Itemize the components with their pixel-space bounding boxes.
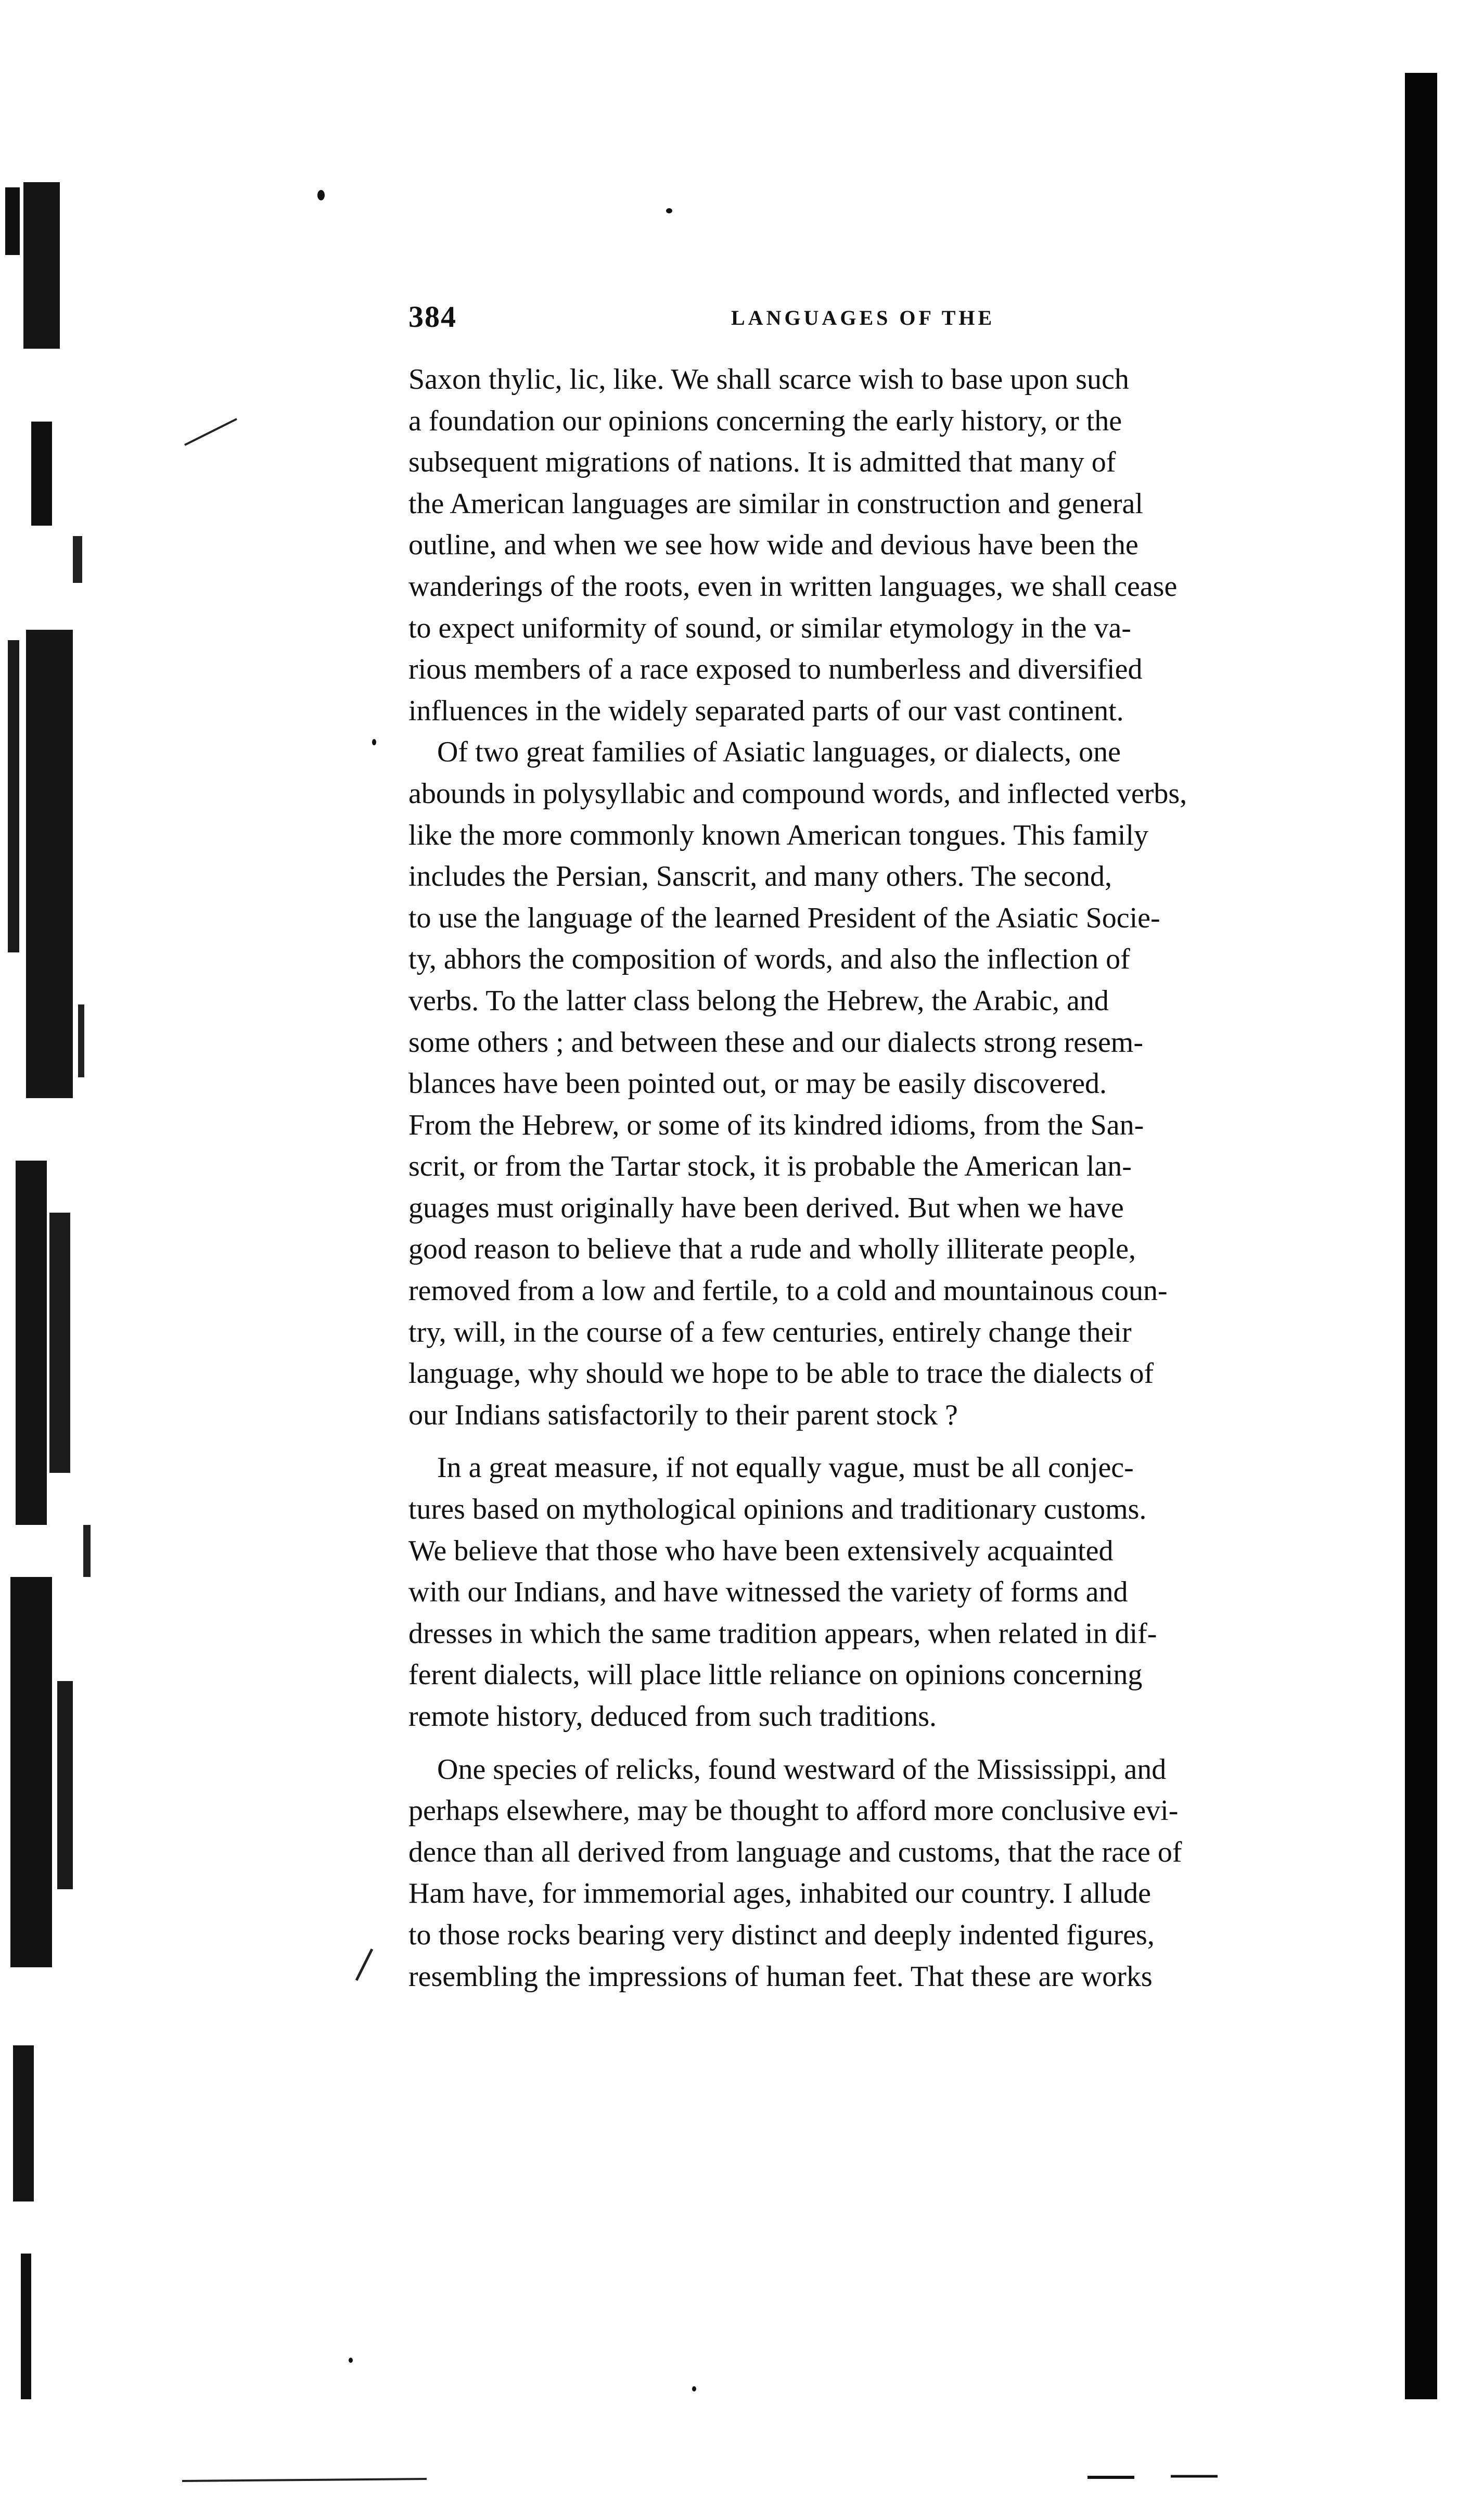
text-line: wanderings of the roots, even in written languages, we shall cease: [408, 570, 1178, 603]
ink-speck: [349, 2358, 353, 2363]
paragraph-3: [408, 1447, 1324, 1737]
body-text: [408, 359, 1324, 1997]
ink-speck: [666, 208, 672, 213]
text-line: Saxon thylic, lic, like. We shall scarce wish to base upon such: [408, 363, 1129, 396]
text-line: In a great measure, if not equally vague, must be all conjec-: [437, 1452, 1134, 1484]
text-line: From the Hebrew, or some of its kindred idioms, from the San-: [408, 1109, 1144, 1141]
text-line: perhaps elsewhere, may be thought to afford more conclusive evi-: [408, 1795, 1179, 1827]
text-line: language, why should we hope to be able to trace the dialects of: [408, 1357, 1154, 1390]
text-line: with our Indians, and have witnessed the variety of forms and: [408, 1576, 1128, 1609]
text-line: our Indians satisfactorily to their parent stock ?: [408, 1398, 958, 1431]
scan-noise-left: [0, 172, 104, 2410]
ink-speck: [692, 2386, 696, 2391]
text-line: scrit, or from the Tartar stock, it is probable the American lan-: [408, 1150, 1132, 1183]
page-number: 384: [408, 300, 457, 334]
ink-speck: [317, 190, 325, 200]
text-line: includes the Persian, Sanscrit, and many others. The second,: [408, 860, 1112, 893]
text-line: try, will, in the course of a few centuries, entirely change their: [408, 1316, 1132, 1348]
scan-edge-right: [1405, 73, 1437, 2399]
scan-scrawl-bottom-right: [1088, 2467, 1223, 2483]
text-line: dresses in which the same tradition appears, when related in dif-: [408, 1617, 1157, 1650]
text-line: ferent dialects, will place little reliance on opinions concerning: [408, 1659, 1143, 1691]
text-line: Of two great families of Asiatic languages, or dialects, one: [437, 736, 1121, 769]
text-line: abounds in polysyllabic and compound words, and inflected verbs,: [408, 777, 1187, 810]
text-line: to expect uniformity of sound, or similar etymology in the va-: [408, 612, 1131, 644]
text-line: outline, and when we see how wide and devious have been the: [408, 529, 1138, 562]
text-line: the American languages are similar in construction and general: [408, 487, 1143, 520]
text-line: to those rocks bearing very distinct and deeply indented figures,: [408, 1918, 1155, 1951]
text-line: We believe that those who have been extensively acquainted: [408, 1534, 1114, 1567]
margin-mark: [354, 1946, 375, 1983]
text-line: subsequent migrations of nations. It is admitted that many of: [408, 446, 1116, 479]
text-line: rious members of a race exposed to numberless and diversified: [408, 653, 1143, 686]
text-line: Ham have, for immemorial ages, inhabited our country. I allude: [408, 1877, 1152, 1910]
text-line: like the more commonly known American tongues. This family: [408, 819, 1149, 851]
text-line: ty, abhors the composition of words, and also the inflection of: [408, 943, 1130, 976]
text-line: remote history, deduced from such traditions.: [408, 1700, 937, 1733]
paragraph-4: [408, 1749, 1324, 1998]
running-head: LANGUAGES OF THE: [731, 306, 995, 329]
text-line: One species of relicks, found westward of the Mississippi, and: [437, 1753, 1167, 1786]
text-line: guages must originally have been derived. But when we have: [408, 1191, 1124, 1224]
text-line: some others ; and between these and our dialects strong resem-: [408, 1026, 1144, 1059]
text-line: dence than all derived from language and customs, that the race of: [408, 1836, 1182, 1868]
text-line: resembling the impressions of human feet. That these are works: [408, 1960, 1153, 1993]
text-line: removed from a low and fertile, to a cold and mountainous coun-: [408, 1275, 1168, 1307]
text-line: a foundation our opinions concerning the early history, or the: [408, 404, 1122, 437]
paragraph-2: [408, 732, 1324, 1436]
text-line: influences in the widely separated parts of our vast continent.: [408, 694, 1124, 727]
scan-scrawl-bottom: [182, 2475, 432, 2485]
page-header: [408, 299, 1324, 341]
text-line: good reason to believe that a rude and wholly illiterate people,: [408, 1233, 1136, 1266]
text-line: to use the language of the learned President of the Asiatic Socie-: [408, 901, 1160, 934]
margin-mark: [182, 416, 239, 448]
ink-speck: [372, 739, 376, 745]
text-line: blances have been pointed out, or may be easily discovered.: [408, 1067, 1107, 1100]
text-line: tures based on mythological opinions and traditionary customs.: [408, 1493, 1147, 1526]
text-line: verbs. To the latter class belong the Hebrew, the Arabic, and: [408, 984, 1109, 1017]
paragraph-1: [408, 359, 1324, 732]
